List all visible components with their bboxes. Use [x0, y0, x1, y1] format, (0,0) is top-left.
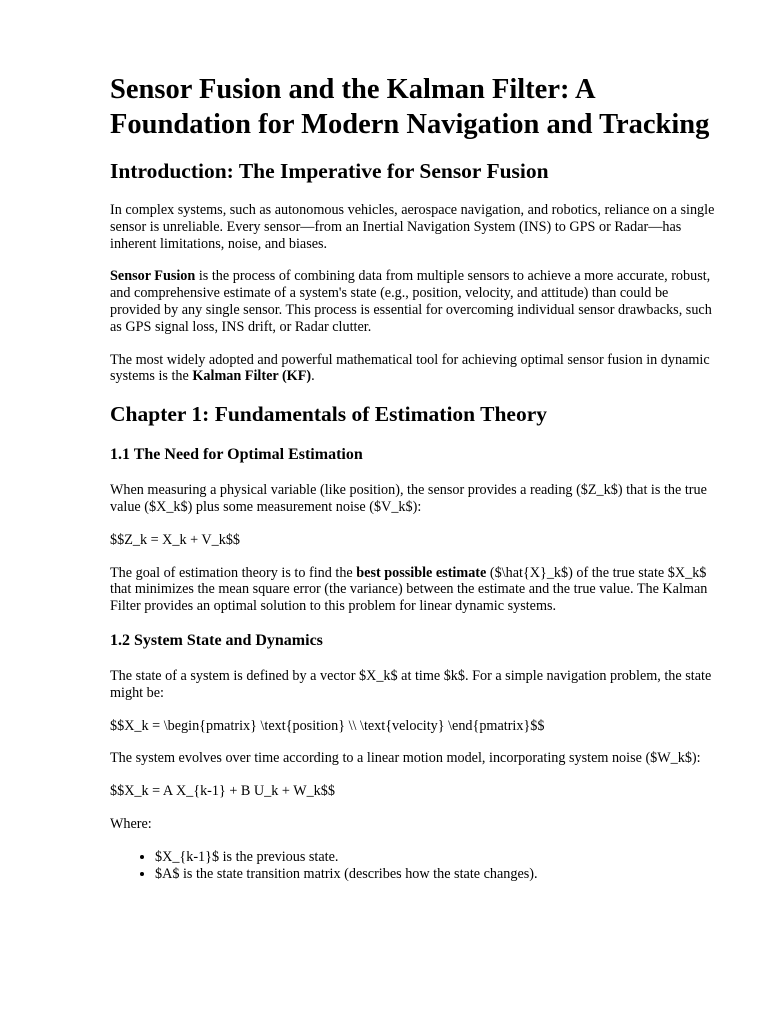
section-1-2-paragraph-2: The system evolves over time according to a linear motion model, incorporating system noise ($W_k$):: [110, 750, 701, 767]
document-title: Sensor Fusion and the Kalman Filter: A Foundation for Modern Navigation and Tracking: [110, 74, 710, 140]
where-label: Where:: [110, 815, 152, 832]
intro-paragraph-2-text: is the process of combining data from multiple sensors to achieve a more accurate, robust, and comprehensive estimate of a system's state (e.g., position, velocity, and attitude) than could be provided by any single sensor. This process is essential for overcoming individual sensor drawbacks, such as GPS signal loss, INS drift, or Radar clutter.: [110, 268, 712, 335]
measurement-equation: $$Z_k = X_k + V_k$$: [110, 531, 241, 548]
intro-paragraph-3-end: .: [311, 368, 315, 385]
list-item: • $X_{k-1}$ is the previous state.: [155, 849, 715, 866]
intro-paragraph-3: [110, 352, 715, 386]
state-vector-equation: $$X_k = \begin{pmatrix} \text{position} \\ \text{velocity} \end{pmatrix}$$: [110, 717, 545, 734]
intro-paragraph-2: [110, 268, 715, 335]
document-page: [110, 72, 715, 882]
section-1-2-paragraph-1: The state of a system is defined by a vector $X_k$ at time $k$. For a simple navigation problem, the state might be:: [110, 667, 712, 701]
intro-heading: Introduction: The Imperative for Sensor Fusion: [110, 159, 549, 183]
section-1-1-paragraph-2-text: The goal of estimation theory is to find the: [110, 564, 357, 581]
intro-paragraph-1: In complex systems, such as autonomous vehicles, aerospace navigation, and robotics, reliance on a single sensor is unreliable. Every sensor—from an Inertial Navigation System (INS) to GPS or Radar—has inherent limitations, noise, and biases.: [110, 202, 715, 252]
best-estimate-term: best possible estimate: [356, 564, 487, 581]
section-1-1-paragraph-2-rest: ($\hat{X}_k$) of the true state $X_k$ that minimizes the mean square error (the variance) between the estimate and the true value. The Kalman Filter provides an optimal solution to this problem for linear dynamic systems.: [110, 564, 708, 615]
intro-paragraph-3-text: The most widely adopted and powerful mathematical tool for achieving optimal sensor fusion in dynamic systems is the: [110, 351, 710, 385]
motion-model-equation: $$X_k = A X_{k-1} + B U_k + W_k$$: [110, 783, 335, 800]
chapter-1-heading: Chapter 1: Fundamentals of Estimation Theory: [110, 402, 547, 427]
definitions-list: [110, 849, 715, 883]
section-1-1-paragraph-2: [110, 565, 715, 615]
sensor-fusion-term: Sensor Fusion: [110, 268, 196, 285]
section-1-1-heading: 1.1 The Need for Optimal Estimation: [110, 446, 363, 464]
section-1-2-heading: 1.2 System State and Dynamics: [110, 631, 323, 649]
section-1-1-paragraph-1: When measuring a physical variable (like position), the sensor provides a reading ($Z_k$) that is the true value ($X_k$) plus some measurement noise ($V_k$):: [110, 482, 707, 515]
kalman-filter-term: Kalman Filter (KF): [192, 368, 312, 385]
list-item: • $A$ is the state transition matrix (describes how the state changes).: [155, 866, 715, 883]
